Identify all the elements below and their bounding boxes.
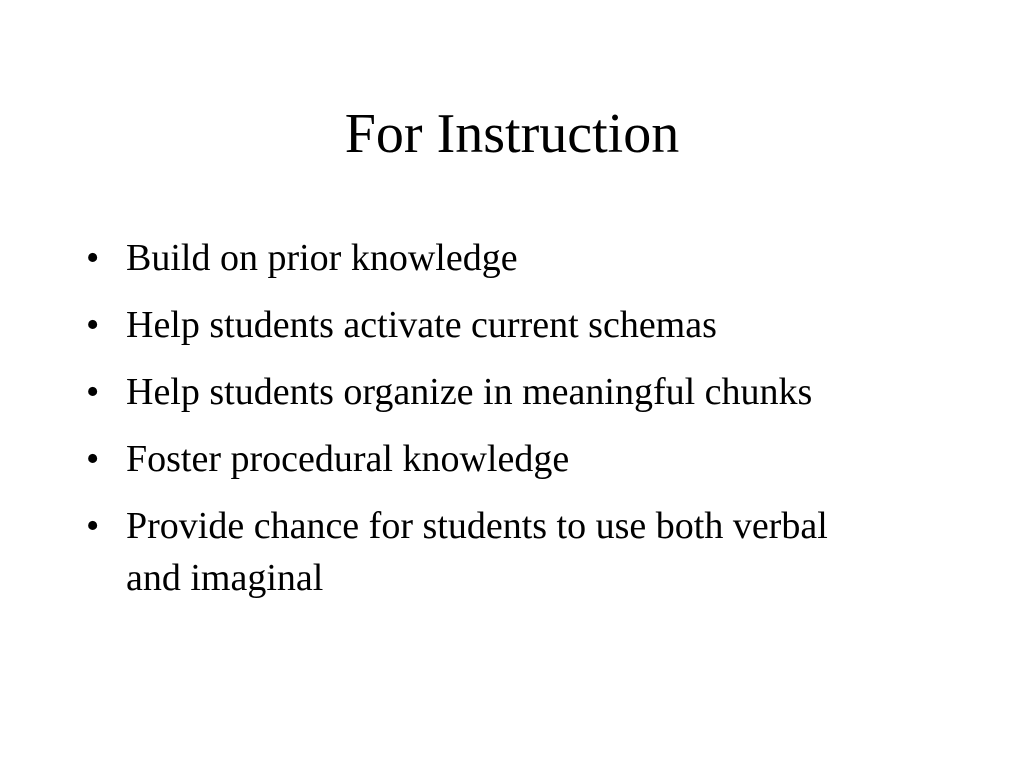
bullet-list — [82, 232, 882, 619]
list-item — [82, 433, 882, 485]
slide-title: For Instruction — [344, 103, 680, 165]
list-item-text: Help students organize in meaningful chunks — [126, 371, 813, 413]
list-item-text: Build on prior knowledge — [126, 237, 518, 279]
list-item — [82, 500, 882, 604]
bullet-marker: • — [86, 237, 100, 279]
list-item-text: Help students activate current schemas — [126, 304, 717, 346]
list-item — [82, 232, 882, 284]
list-item-text: Provide chance for students to use both verbal and imaginal — [126, 505, 828, 599]
list-item — [82, 299, 882, 351]
list-item — [82, 366, 882, 418]
bullet-marker: • — [86, 304, 100, 346]
bullet-marker: • — [86, 371, 100, 413]
bullet-marker: • — [86, 505, 100, 547]
bullet-marker: • — [86, 438, 100, 480]
list-item-text: Foster procedural knowledge — [126, 438, 570, 480]
